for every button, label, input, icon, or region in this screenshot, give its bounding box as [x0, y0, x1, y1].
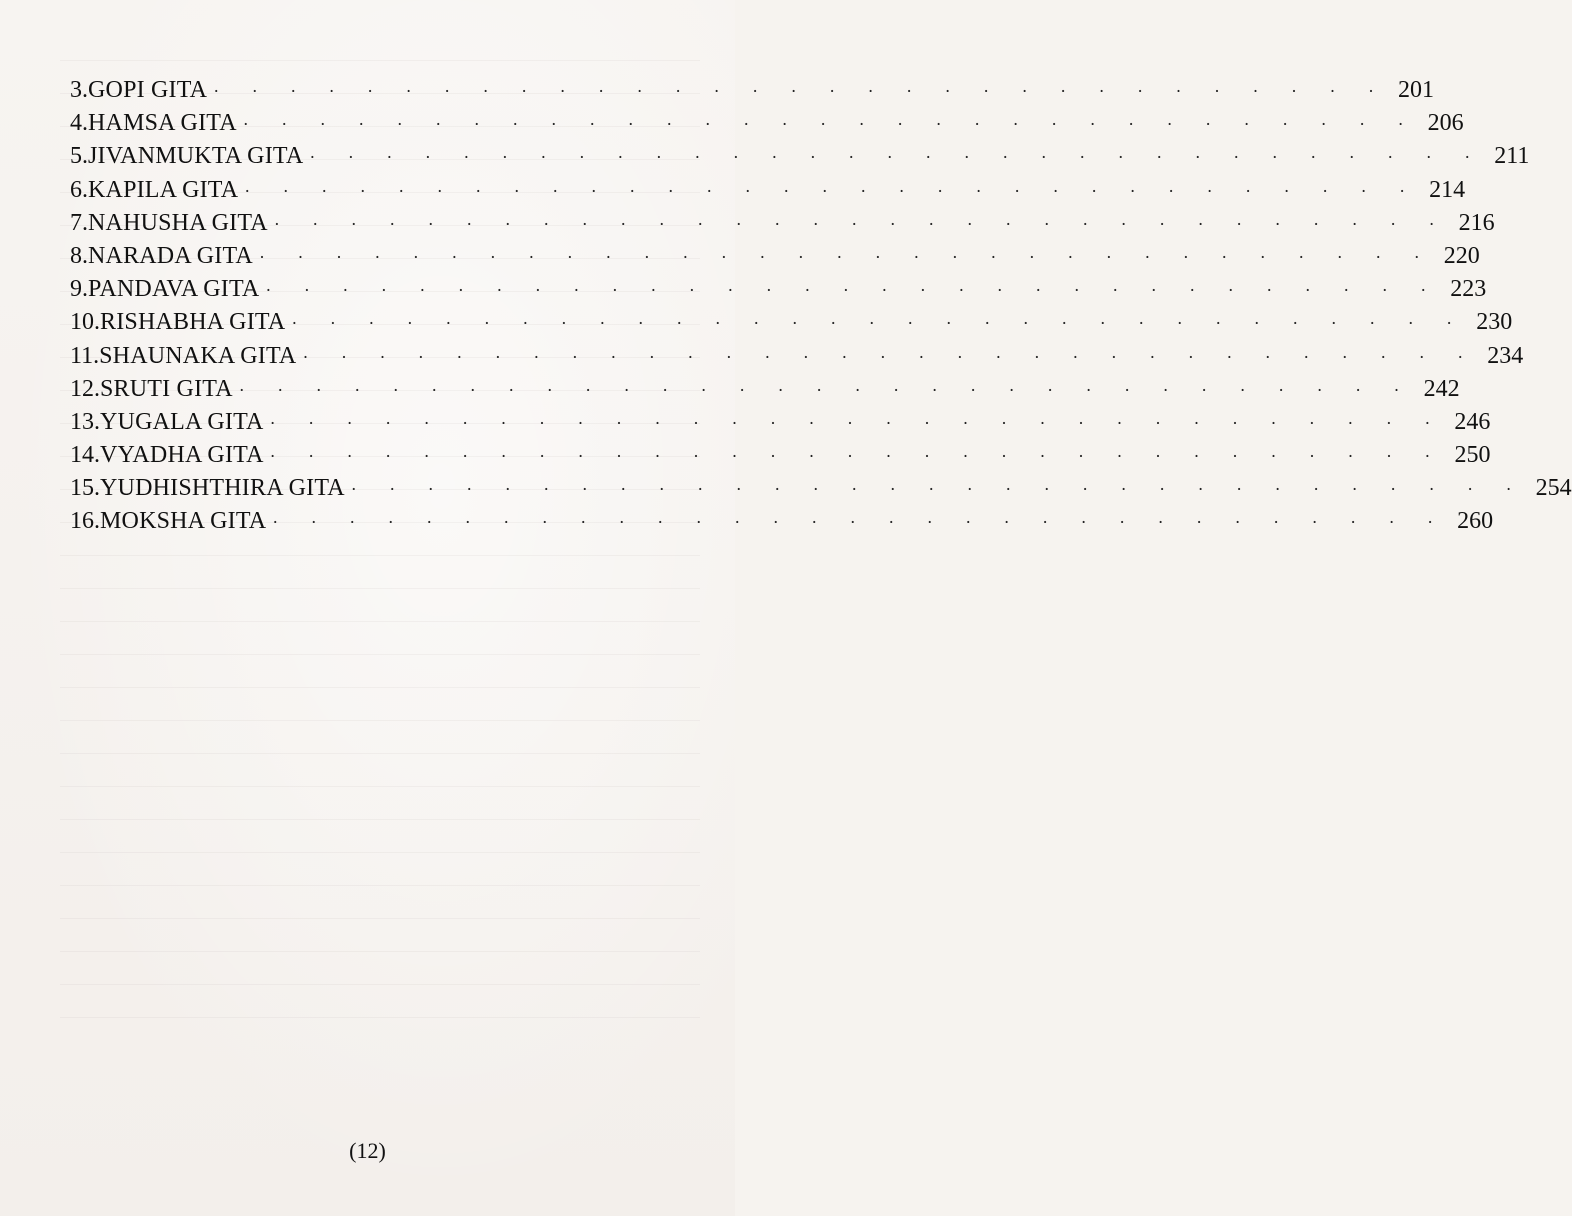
dot-leader: · · · · · · · · · · · · · · · · · · · · · · · · · · · · · · · — [291, 313, 1467, 334]
dot-leader: · · · · · · · · · · · · · · · · · · · · · · · · · · · · · · · — [302, 346, 1478, 367]
entry-number: 10. — [70, 309, 100, 336]
dot-leader: · · · · · · · · · · · · · · · · · · · · · · · · · · · · · · · — [244, 180, 1420, 201]
entry-page: 260 — [1457, 508, 1494, 535]
entry-page: 242 — [1423, 375, 1460, 402]
toc-entry[interactable] — [70, 74, 1435, 107]
entry-title: YUDHISHTHIRA GITA — [100, 475, 345, 502]
entry-page: 220 — [1443, 242, 1480, 269]
dot-leader: · · · · · · · · · · · · · · · · · · · · · · · · · · · · · · · — [350, 479, 1526, 500]
toc-entry[interactable] — [70, 174, 1466, 207]
toc-entry[interactable] — [70, 306, 1513, 339]
dot-leader: · · · · · · · · · · · · · · · · · · · · · · · · · · · · · · · — [242, 114, 1418, 135]
dot-leader: · · · · · · · · · · · · · · · · · · · · · · · · · · · · · · · — [269, 412, 1445, 433]
entry-page: 214 — [1429, 176, 1466, 203]
toc-entry[interactable] — [70, 340, 1524, 373]
toc-entry[interactable] — [70, 140, 1530, 173]
dot-leader: · · · · · · · · · · · · · · · · · · · · · · · · · · · · · · · — [309, 147, 1485, 168]
entry-page: 223 — [1450, 276, 1487, 303]
toc-entry[interactable] — [70, 273, 1487, 306]
entry-number: 7. — [70, 209, 88, 236]
entry-number: 15. — [70, 475, 100, 502]
entry-number: 6. — [70, 176, 88, 203]
toc-entry[interactable] — [70, 240, 1480, 273]
entry-page: 211 — [1494, 143, 1530, 170]
entry-title: JIVANMUKTA GITA — [88, 143, 304, 170]
entry-page: 250 — [1454, 442, 1491, 469]
entry-title: SRUTI GITA — [100, 375, 233, 402]
entry-number: 11. — [70, 342, 100, 369]
entry-number: 16. — [70, 508, 100, 535]
dot-leader: · · · · · · · · · · · · · · · · · · · · · · · · · · · · · · · — [213, 81, 1389, 101]
toc-entry[interactable] — [70, 439, 1491, 472]
toc-entry[interactable] — [70, 472, 1572, 505]
entry-title: NAHUSHA GITA — [88, 209, 268, 236]
dot-leader: · · · · · · · · · · · · · · · · · · · · · · · · · · · · · · · — [238, 379, 1414, 400]
entry-page: 216 — [1458, 209, 1495, 236]
entry-page: 246 — [1454, 408, 1491, 435]
entry-title: NARADA GITA — [88, 242, 253, 269]
entry-title: SHAUNAKA GITA — [99, 342, 297, 369]
entry-page: 206 — [1427, 110, 1464, 137]
toc-entry[interactable] — [70, 505, 1494, 538]
page-number: (12) — [349, 1138, 386, 1163]
entry-title: MOKSHA GITA — [100, 508, 267, 535]
toc-entry[interactable] — [70, 373, 1460, 406]
entry-page: 234 — [1487, 342, 1524, 369]
entry-title: PANDAVA GITA — [88, 276, 260, 303]
entry-number: 3. — [70, 77, 88, 103]
entry-page: 201 — [1398, 77, 1435, 103]
dot-leader: · · · · · · · · · · · · · · · · · · · · · · · · · · · · · · · — [273, 213, 1449, 234]
entry-number: 8. — [70, 242, 88, 269]
entry-title: HAMSA GITA — [88, 110, 237, 137]
dot-leader: · · · · · · · · · · · · · · · · · · · · · · · · · · · · · · · — [269, 446, 1445, 467]
entry-title: RISHABHA GITA — [100, 309, 286, 336]
entry-title: GOPI GITA — [88, 77, 208, 103]
entry-number: 12. — [70, 375, 100, 402]
entry-number: 14. — [70, 442, 100, 469]
toc-entry[interactable] — [70, 107, 1464, 140]
entry-title: VYADHA GITA — [100, 442, 264, 469]
entry-number: 9. — [70, 276, 88, 303]
dot-leader: · · · · · · · · · · · · · · · · · · · · · · · · · · · · · · · — [272, 512, 1448, 533]
toc-entry[interactable] — [70, 406, 1491, 439]
entry-page: 254 — [1535, 475, 1572, 502]
entry-number: 5. — [70, 143, 88, 170]
entry-number: 4. — [70, 110, 88, 137]
table-of-contents — [70, 74, 1572, 539]
entry-title: YUGALA GITA — [100, 408, 264, 435]
dot-leader: · · · · · · · · · · · · · · · · · · · · · · · · · · · · · · · — [265, 280, 1441, 301]
entry-page: 230 — [1476, 309, 1513, 336]
toc-entry[interactable] — [70, 207, 1495, 240]
dot-leader: · · · · · · · · · · · · · · · · · · · · · · · · · · · · · · · — [258, 246, 1434, 267]
entry-title: KAPILA GITA — [88, 176, 239, 203]
entry-number: 13. — [70, 408, 100, 435]
